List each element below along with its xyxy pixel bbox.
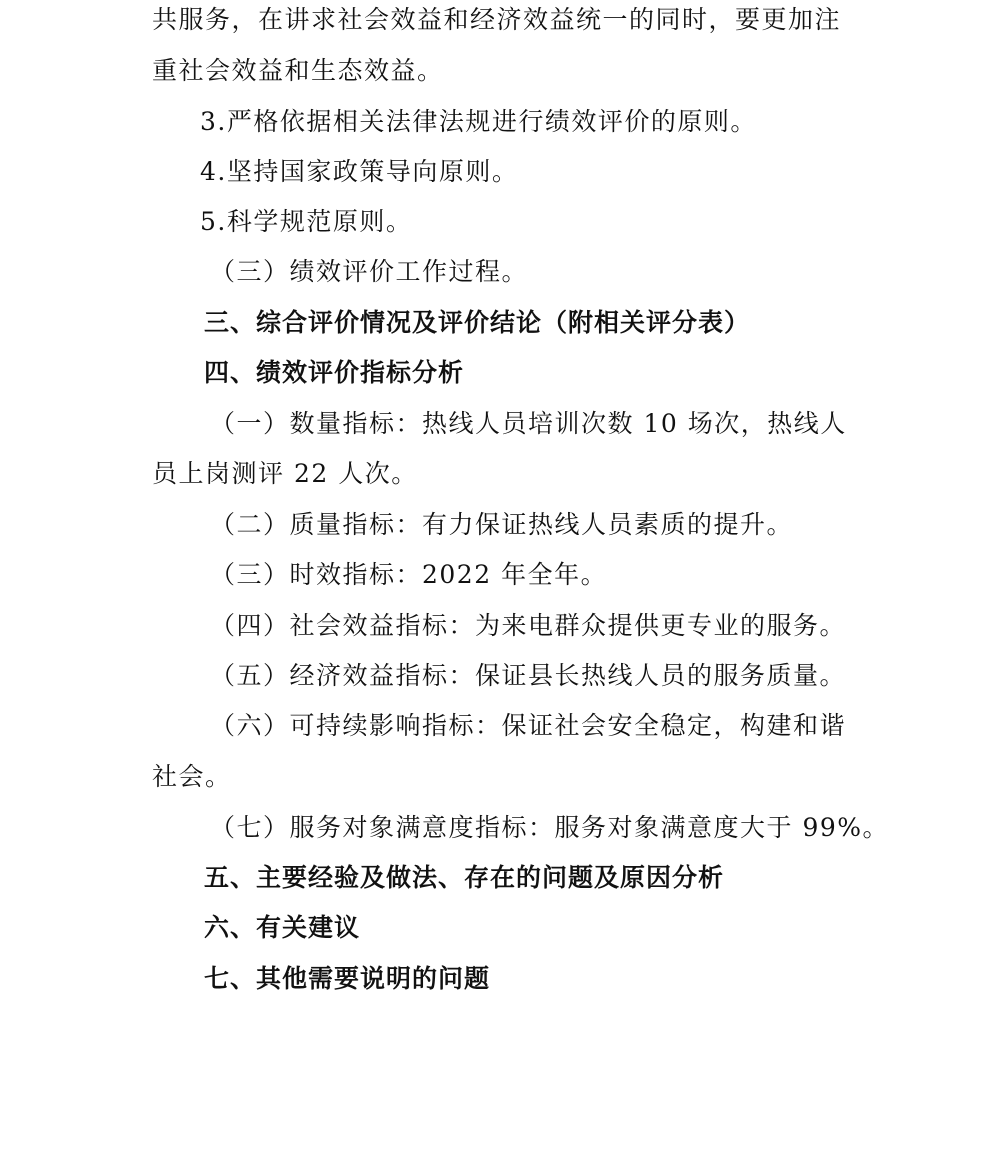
indicator-sustainability-line-1: （六）可持续影响指标：保证社会安全稳定，构建和谐 (210, 711, 847, 740)
indicator-social-benefit: （四）社会效益指标：为来电群众提供更专业的服务。 (210, 611, 847, 640)
indicator-satisfaction: （七）服务对象满意度指标：服务对象满意度大于 99%。 (210, 813, 890, 842)
heading-4: 四、绩效评价指标分析 (204, 358, 465, 387)
indicator-quantity-line-2: 员上岗测评 22 人次。 (152, 459, 418, 488)
principle-5: 5.科学规范原则。 (200, 207, 413, 236)
heading-6: 六、有关建议 (204, 913, 361, 942)
indicator-economic-benefit: （五）经济效益指标：保证县长热线人员的服务质量。 (210, 661, 847, 690)
indicator-sustainability-line-2: 社会。 (152, 762, 232, 791)
heading-3: 三、综合评价情况及评价结论（附相关评分表） (204, 308, 751, 337)
indicator-quantity-line-1: （一）数量指标：热线人员培训次数 10 场次，热线人 (210, 409, 847, 438)
para-continuation-line-1: 共服务，在讲求社会效益和经济效益统一的同时，要更加注 (152, 5, 842, 34)
heading-7: 七、其他需要说明的问题 (204, 964, 491, 993)
heading-5: 五、主要经验及做法、存在的问题及原因分析 (204, 863, 725, 892)
principle-3: 3.严格依据相关法律法规进行绩效评价的原则。 (200, 107, 757, 136)
principle-4: 4.坚持国家政策导向原则。 (200, 157, 519, 186)
para-continuation-line-2: 重社会效益和生态效益。 (152, 56, 444, 85)
subsection-work-process: （三）绩效评价工作过程。 (210, 257, 529, 286)
indicator-quality: （二）质量指标：有力保证热线人员素质的提升。 (210, 510, 794, 539)
indicator-timeliness: （三）时效指标：2022 年全年。 (210, 560, 608, 589)
